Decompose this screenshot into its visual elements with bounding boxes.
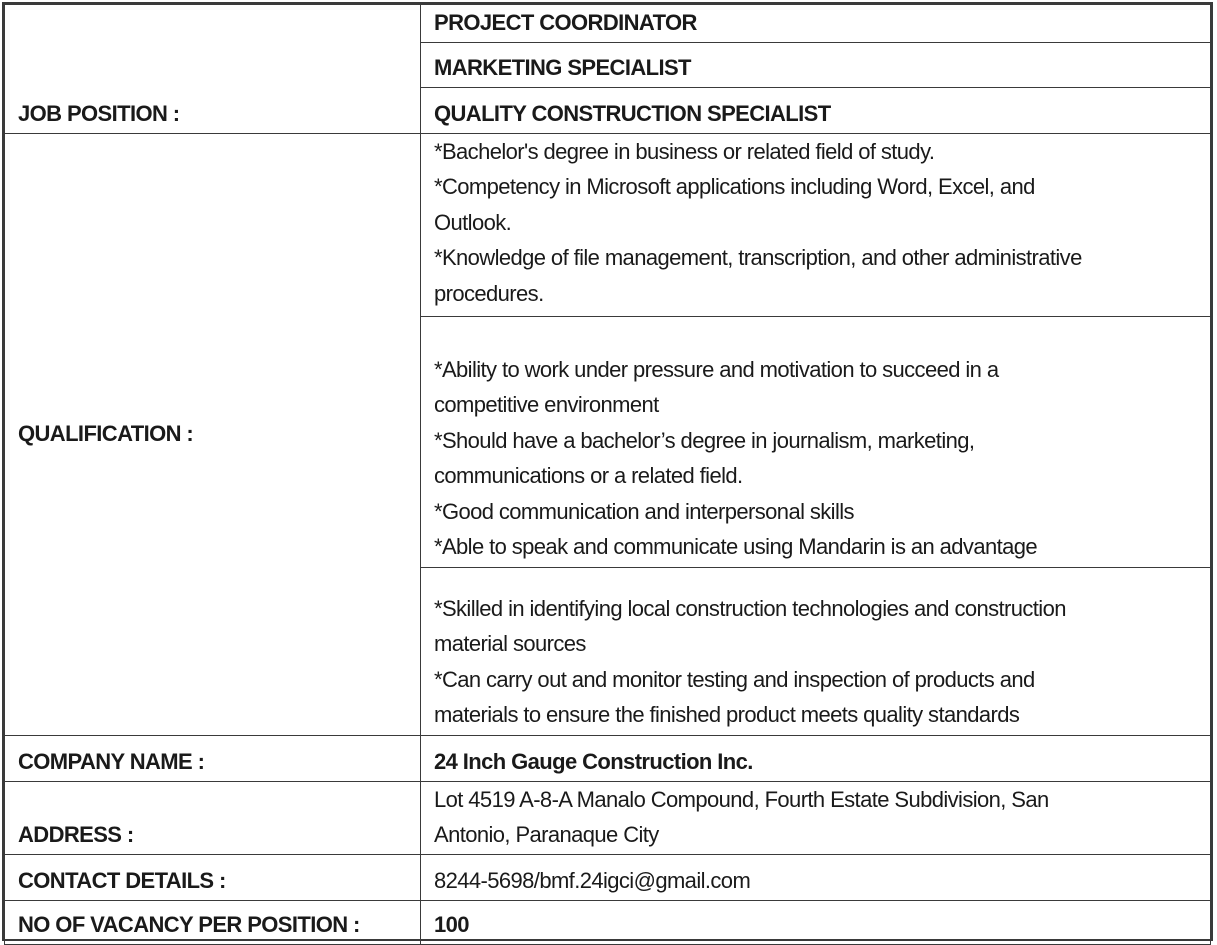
job-position-label: JOB POSITION : — [5, 5, 421, 134]
job-posting-sheet — [2, 2, 1213, 941]
position-project-coordinator: PROJECT COORDINATOR — [421, 5, 1211, 43]
qualification-project-coordinator — [421, 133, 1211, 316]
company-name-value: 24 Inch Gauge Construction Inc. — [421, 735, 1211, 781]
qualification-line: competitive environment — [434, 392, 659, 417]
vacancy-label: NO OF VACANCY PER POSITION : — [5, 900, 421, 944]
address-row — [5, 781, 1211, 854]
position-marketing-specialist: MARKETING SPECIALIST — [421, 42, 1211, 87]
vacancy-value: 100 — [421, 900, 1211, 944]
qualification-line: materials to ensure the finished product meets quality standards — [434, 702, 1020, 727]
qualification-line: *Skilled in identifying local construction technologies and construction — [434, 595, 1066, 621]
qualification-line: *Ability to work under pressure and motivation to succeed in a — [434, 356, 999, 382]
company-row — [5, 735, 1211, 781]
address-line: Lot 4519 A-8-A Manalo Compound, Fourth Estate Subdivision, San — [434, 786, 1049, 812]
qualification-line: *Can carry out and monitor testing and inspection of products and — [434, 666, 1035, 692]
qualification-line: *Competency in Microsoft applications including Word, Excel, and — [434, 174, 1035, 199]
job-posting-table — [4, 4, 1211, 945]
qualification-line: *Knowledge of file management, transcription, and other administrative — [434, 245, 1082, 270]
qualification-line: *Able to speak and communicate using Mandarin is an advantage — [434, 534, 1038, 559]
qualification-quality-construction-specialist — [421, 567, 1211, 735]
qualification-line: communications or a related field. — [434, 463, 743, 488]
address-label: ADDRESS : — [5, 781, 421, 854]
position-quality-construction-specialist: QUALITY CONSTRUCTION SPECIALIST — [421, 87, 1211, 133]
qualification-line: *Bachelor's degree in business or related field of study. — [434, 138, 935, 164]
contact-row — [5, 854, 1211, 900]
qualification-marketing-specialist — [421, 316, 1211, 567]
qualification-line: *Good communication and interpersonal skills — [434, 498, 854, 524]
vacancy-row — [5, 900, 1211, 944]
address-line: Antonio, Paranaque City — [434, 822, 659, 847]
qualification-line: procedures. — [434, 280, 544, 306]
qualification-line: Outlook. — [434, 209, 512, 235]
contact-details-label: CONTACT DETAILS : — [5, 854, 421, 900]
qualification-line: material sources — [434, 631, 586, 656]
company-name-label: COMPANY NAME : — [5, 735, 421, 781]
qualification-label: QUALIFICATION : — [5, 133, 421, 735]
address-value — [421, 781, 1211, 854]
position-row — [5, 5, 1211, 43]
contact-details-value: 8244-5698/bmf.24igci@gmail.com — [421, 854, 1211, 900]
qualification-line: *Should have a bachelor’s degree in journalism, marketing, — [434, 427, 975, 453]
qualification-row — [5, 133, 1211, 316]
